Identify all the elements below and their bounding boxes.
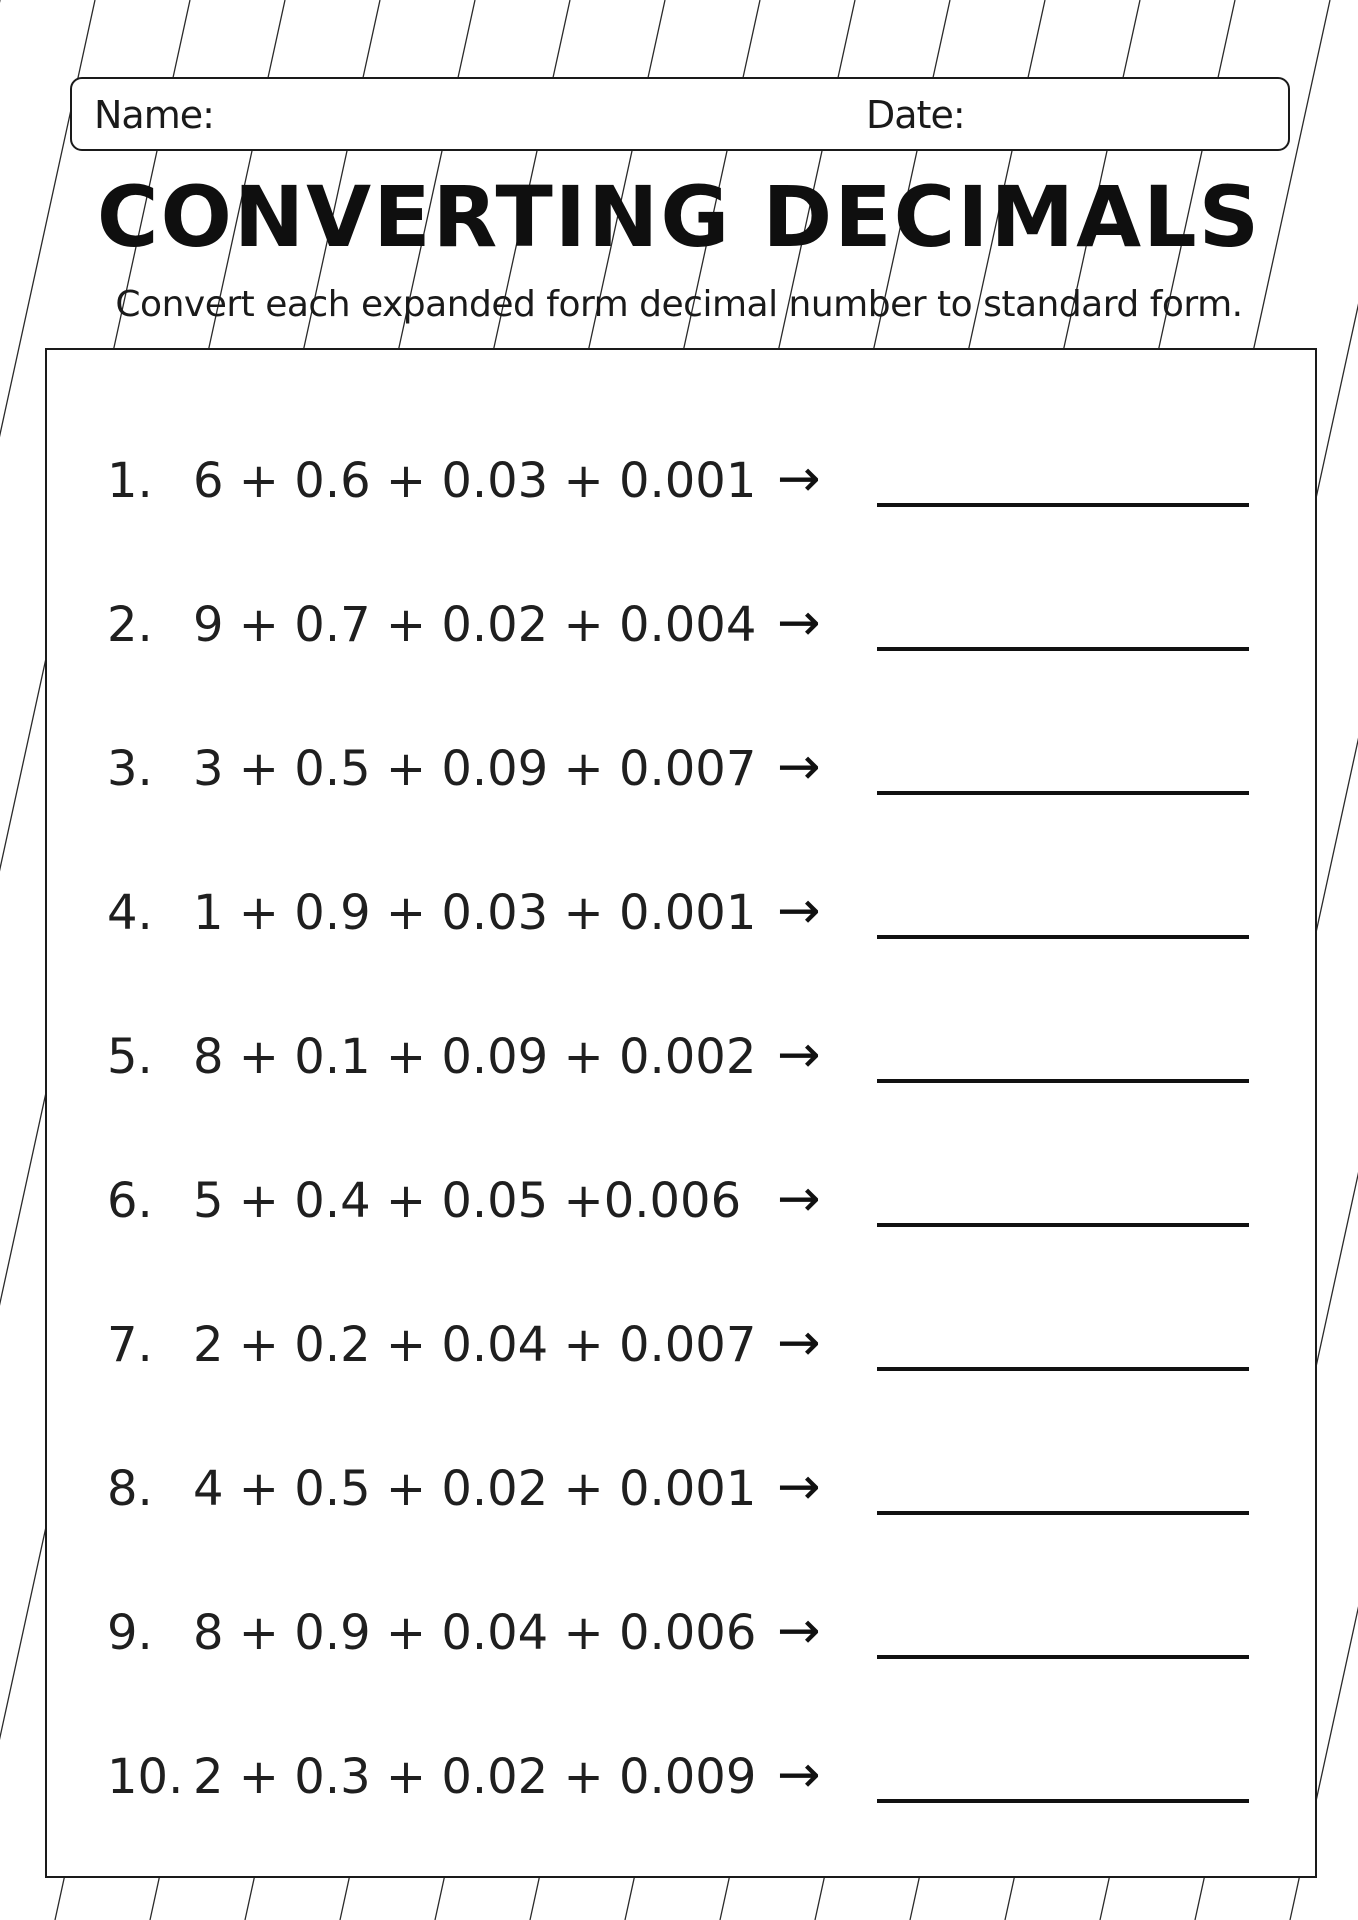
problem-row <box>47 1023 1319 1093</box>
problem-number: 1. <box>107 453 153 509</box>
problem-row <box>47 591 1319 661</box>
problem-row <box>47 879 1319 949</box>
problem-row <box>47 1311 1319 1381</box>
answer-blank[interactable] <box>877 647 1249 651</box>
problem-number: 8. <box>107 1461 153 1517</box>
problem-number: 5. <box>107 1029 153 1085</box>
answer-blank[interactable] <box>877 791 1249 795</box>
right-arrow-icon: → <box>777 1025 821 1085</box>
problem-expression: 8 + 0.1 + 0.09 + 0.002 <box>193 1029 757 1085</box>
right-arrow-icon: → <box>777 881 821 941</box>
problem-number: 6. <box>107 1173 153 1229</box>
right-arrow-icon: → <box>777 449 821 509</box>
answer-blank[interactable] <box>877 1367 1249 1371</box>
answer-blank[interactable] <box>877 1079 1249 1083</box>
problem-number: 4. <box>107 885 153 941</box>
right-arrow-icon: → <box>777 593 821 653</box>
answer-blank[interactable] <box>877 1655 1249 1659</box>
right-arrow-icon: → <box>777 1313 821 1373</box>
problem-expression: 5 + 0.4 + 0.05 +0.006 <box>193 1173 742 1229</box>
problem-row <box>47 1599 1319 1669</box>
right-arrow-icon: → <box>777 1169 821 1229</box>
problem-expression: 2 + 0.3 + 0.02 + 0.009 <box>193 1749 757 1805</box>
page-title: CONVERTING DECIMALS <box>96 168 1262 266</box>
problem-number: 2. <box>107 597 153 653</box>
answer-blank[interactable] <box>877 1511 1249 1515</box>
right-arrow-icon: → <box>777 1457 821 1517</box>
problem-expression: 1 + 0.9 + 0.03 + 0.001 <box>193 885 757 941</box>
problem-row <box>47 1455 1319 1525</box>
problem-row <box>47 1743 1319 1813</box>
problem-expression: 2 + 0.2 + 0.04 + 0.007 <box>193 1317 757 1373</box>
answer-blank[interactable] <box>877 1799 1249 1803</box>
problem-number: 3. <box>107 741 153 797</box>
right-arrow-icon: → <box>777 1601 821 1661</box>
problem-number: 9. <box>107 1605 153 1661</box>
right-arrow-icon: → <box>777 737 821 797</box>
right-arrow-icon: → <box>777 1745 821 1805</box>
problem-expression: 8 + 0.9 + 0.04 + 0.006 <box>193 1605 757 1661</box>
problem-expression: 3 + 0.5 + 0.09 + 0.007 <box>193 741 757 797</box>
answer-blank[interactable] <box>877 935 1249 939</box>
problem-row <box>47 447 1319 517</box>
problems-box <box>45 348 1317 1878</box>
name-field-label: Name: <box>94 93 214 137</box>
date-field-label: Date: <box>866 93 965 137</box>
problem-expression: 9 + 0.7 + 0.02 + 0.004 <box>193 597 757 653</box>
problem-row <box>47 735 1319 805</box>
answer-blank[interactable] <box>877 503 1249 507</box>
instructions-text: Convert each expanded form decimal number to standard form. <box>115 284 1243 325</box>
problem-row <box>47 1167 1319 1237</box>
answer-blank[interactable] <box>877 1223 1249 1227</box>
problem-expression: 6 + 0.6 + 0.03 + 0.001 <box>193 453 757 509</box>
problem-number: 10. <box>107 1749 184 1805</box>
name-date-box <box>70 77 1290 151</box>
problem-expression: 4 + 0.5 + 0.02 + 0.001 <box>193 1461 757 1517</box>
problem-number: 7. <box>107 1317 153 1373</box>
